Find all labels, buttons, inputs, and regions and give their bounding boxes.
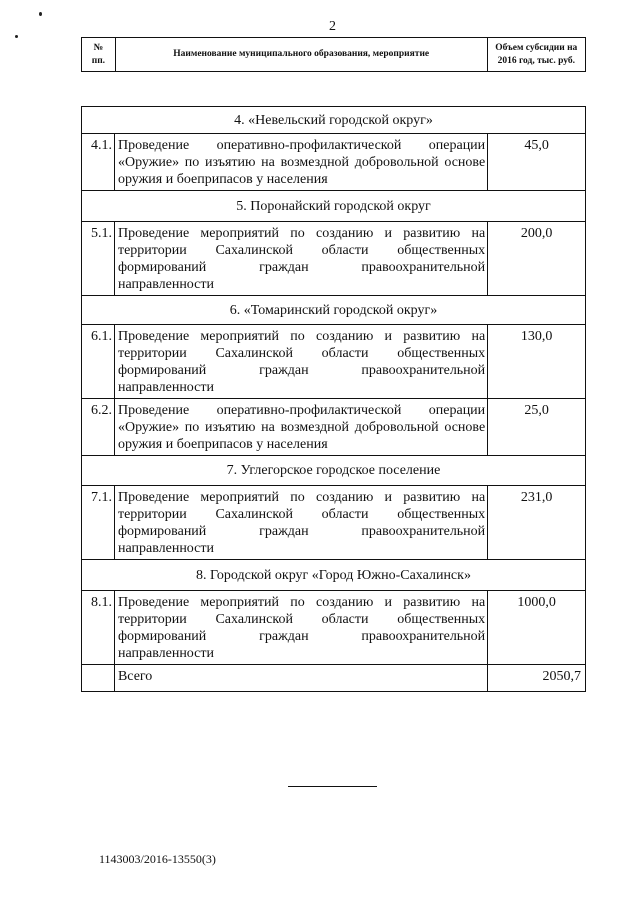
item-number: 6.1. bbox=[82, 325, 115, 399]
item-description: Проведение оперативно-профилактической операции «Оружие» по изъятию на возмездной добровольной основе оружия и боеприпасов у населения bbox=[114, 134, 487, 191]
table-row bbox=[82, 222, 586, 296]
item-number: 7.1. bbox=[82, 486, 115, 560]
column-header-table bbox=[81, 37, 586, 72]
item-description: Проведение мероприятий по созданию и развитию на территории Сахалинской области общественных формирований граждан правоохранительной направленности bbox=[114, 325, 487, 399]
item-number: 5.1. bbox=[82, 222, 115, 296]
section-title: 4. «Невельский городской округ» bbox=[82, 107, 586, 134]
item-description: Проведение оперативно-профилактической операции «Оружие» по изъятию на возмездной добровольной основе оружия и боеприпасов у населения bbox=[114, 399, 487, 456]
item-amount: 25,0 bbox=[488, 399, 586, 456]
total-number-cell bbox=[82, 665, 115, 692]
header-name: Наименование муниципального образования, мероприятие bbox=[115, 38, 487, 72]
table-row bbox=[82, 134, 586, 191]
item-amount: 200,0 bbox=[488, 222, 586, 296]
header-number: № пп. bbox=[82, 38, 116, 72]
page-number: 2 bbox=[329, 19, 336, 34]
section-row bbox=[82, 107, 586, 134]
item-number: 6.2. bbox=[82, 399, 115, 456]
total-label: Всего bbox=[114, 665, 487, 692]
header-amount: Объем субсидии на 2016 год, тыс. руб. bbox=[487, 38, 585, 72]
table-row bbox=[82, 591, 586, 665]
total-amount: 2050,7 bbox=[488, 665, 586, 692]
item-amount: 1000,0 bbox=[488, 591, 586, 665]
scan-speck bbox=[15, 35, 18, 38]
item-description: Проведение мероприятий по созданию и развитию на территории Сахалинской области общественных формирований граждан правоохранительной направленности bbox=[114, 222, 487, 296]
signature-divider bbox=[288, 786, 377, 787]
section-row bbox=[82, 456, 586, 486]
section-row bbox=[82, 560, 586, 591]
item-amount: 45,0 bbox=[488, 134, 586, 191]
table-row bbox=[82, 399, 586, 456]
scan-speck bbox=[39, 12, 42, 16]
item-number: 8.1. bbox=[82, 591, 115, 665]
table-row bbox=[82, 486, 586, 560]
section-title: 7. Углегорское городское поселение bbox=[82, 456, 586, 486]
column-header-row bbox=[82, 38, 586, 72]
document-code: 1143003/2016-13550(3) bbox=[99, 852, 216, 866]
section-row bbox=[82, 191, 586, 222]
item-description: Проведение мероприятий по созданию и развитию на территории Сахалинской области общественных формирований граждан правоохранительной направленности bbox=[114, 591, 487, 665]
table-row bbox=[82, 325, 586, 399]
item-amount: 130,0 bbox=[488, 325, 586, 399]
section-title: 8. Городской округ «Город Южно-Сахалинск» bbox=[82, 560, 586, 591]
subsidy-table bbox=[81, 106, 586, 692]
section-title: 5. Поронайский городской округ bbox=[82, 191, 586, 222]
section-row bbox=[82, 296, 586, 325]
item-amount: 231,0 bbox=[488, 486, 586, 560]
item-number: 4.1. bbox=[82, 134, 115, 191]
item-description: Проведение мероприятий по созданию и развитию на территории Сахалинской области общественных формирований граждан правоохранительной направленности bbox=[114, 486, 487, 560]
total-row bbox=[82, 665, 586, 692]
section-title: 6. «Томаринский городской округ» bbox=[82, 296, 586, 325]
